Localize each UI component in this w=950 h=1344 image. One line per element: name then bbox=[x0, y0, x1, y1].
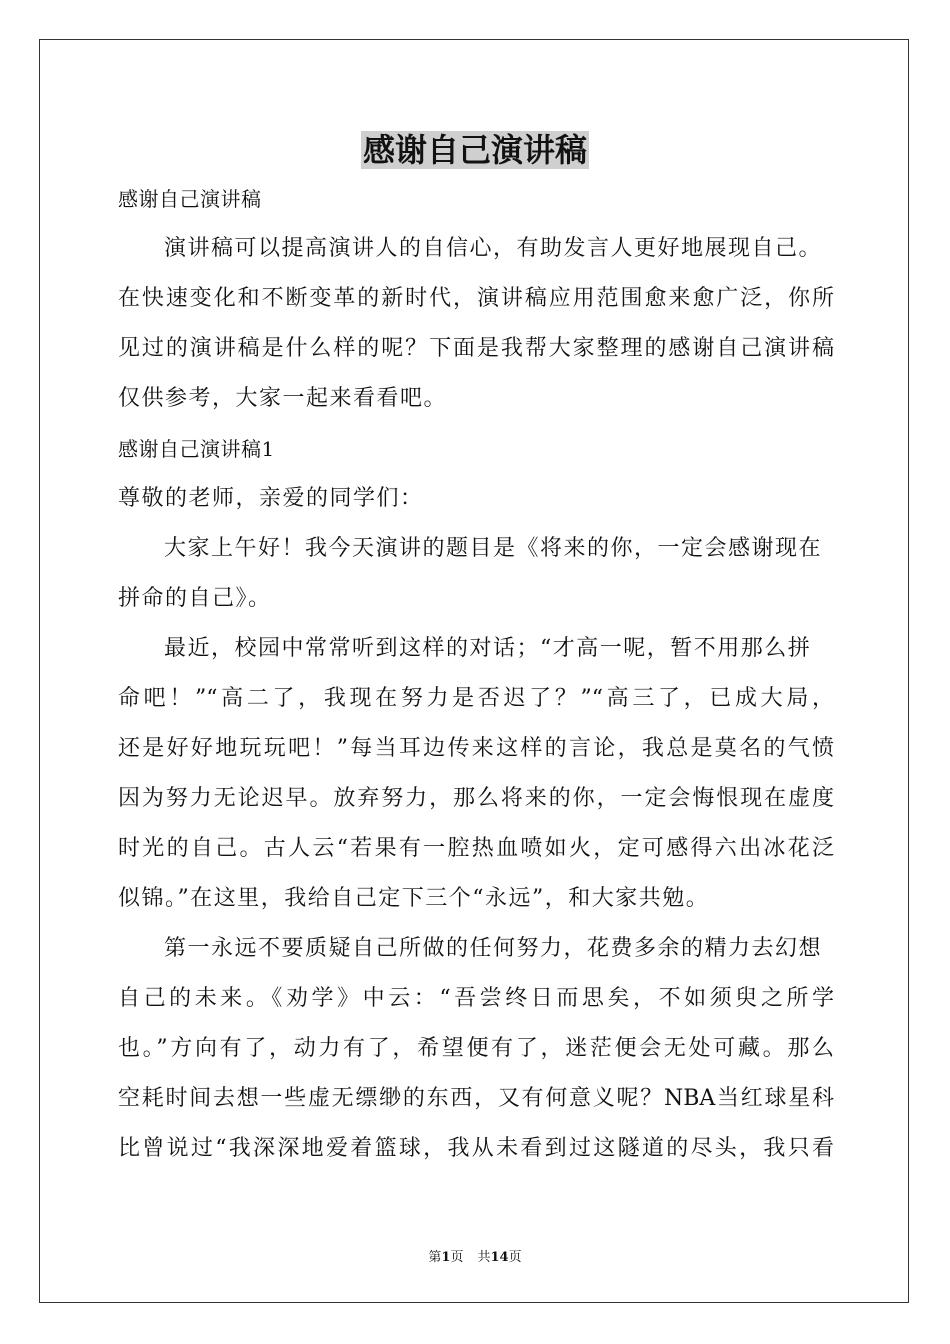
body-line: 时光的自己。古人云“若果有一腔热血喷如火，定可感得六出冰花泛 bbox=[118, 836, 834, 861]
page-suffix: 页 bbox=[450, 1250, 464, 1265]
body-line: 比曾说过“我深深地爱着篮球，我从未看到过这隧道的尽头，我只看 bbox=[118, 1136, 834, 1161]
body-line: 第一永远不要质疑自己所做的任何努力，花费多余的精力去幻想 bbox=[164, 936, 823, 961]
body-line: 感谢自己演讲稿 bbox=[118, 187, 262, 211]
body-line: 似锦。”在这里，我给自己定下三个“永远”，和大家共勉。 bbox=[118, 886, 710, 911]
body-line: 尊敬的老师，亲爱的同学们： bbox=[118, 486, 424, 511]
page-number: 1 bbox=[441, 1250, 451, 1265]
body-line: 还是好好地玩玩吧！”每当耳边传来这样的言论，我总是莫名的气愤 bbox=[118, 736, 834, 761]
body-line: 拼命的自己》。 bbox=[118, 586, 272, 611]
body-line: 最近，校园中常常听到这样的对话；“才高一呢，暂不用那么拼 bbox=[164, 636, 812, 661]
document-body bbox=[118, 174, 834, 1174]
total-prefix: 共 bbox=[477, 1250, 491, 1265]
body-line: 演讲稿可以提高演讲人的自信心，有助发言人更好地展现自己。 bbox=[164, 236, 823, 261]
page-footer bbox=[0, 1246, 950, 1265]
body-line: 空耗时间去想一些虚无缥缈的东西，又有何意义呢？NBA当红球星科 bbox=[118, 1086, 834, 1111]
body-line: 见过的演讲稿是什么样的呢？下面是我帮大家整理的感谢自己演讲稿 bbox=[118, 336, 834, 361]
body-line: 仅供参考，大家一起来看看吧。 bbox=[118, 386, 448, 411]
body-line: 在快速变化和不断变革的新时代，演讲稿应用范围愈来愈广泛，你所 bbox=[118, 286, 834, 311]
body-line: 也。”方向有了，动力有了，希望便有了，迷茫便会无处可藏。那么 bbox=[118, 1036, 834, 1061]
document-title-text: 感谢自己演讲稿 bbox=[362, 131, 587, 169]
total-suffix: 页 bbox=[508, 1250, 522, 1265]
body-line: 大家上午好！我今天演讲的题目是《将来的你，一定会感谢现在 bbox=[164, 536, 823, 561]
body-line: 因为努力无论迟早。放弃努力，那么将来的你，一定会悔恨现在虚度 bbox=[118, 786, 834, 811]
page-prefix: 第 bbox=[428, 1250, 442, 1265]
body-line: 感谢自己演讲稿1 bbox=[118, 437, 275, 461]
total-pages: 14 bbox=[490, 1250, 509, 1265]
body-line: 命吧！”“高二了，我现在努力是否迟了？”“高三了，已成大局， bbox=[118, 686, 834, 711]
body-line: 自己的未来。《劝学》中云：“吾尝终日而思矣，不如须臾之所学 bbox=[118, 986, 834, 1011]
document-title bbox=[0, 126, 950, 174]
